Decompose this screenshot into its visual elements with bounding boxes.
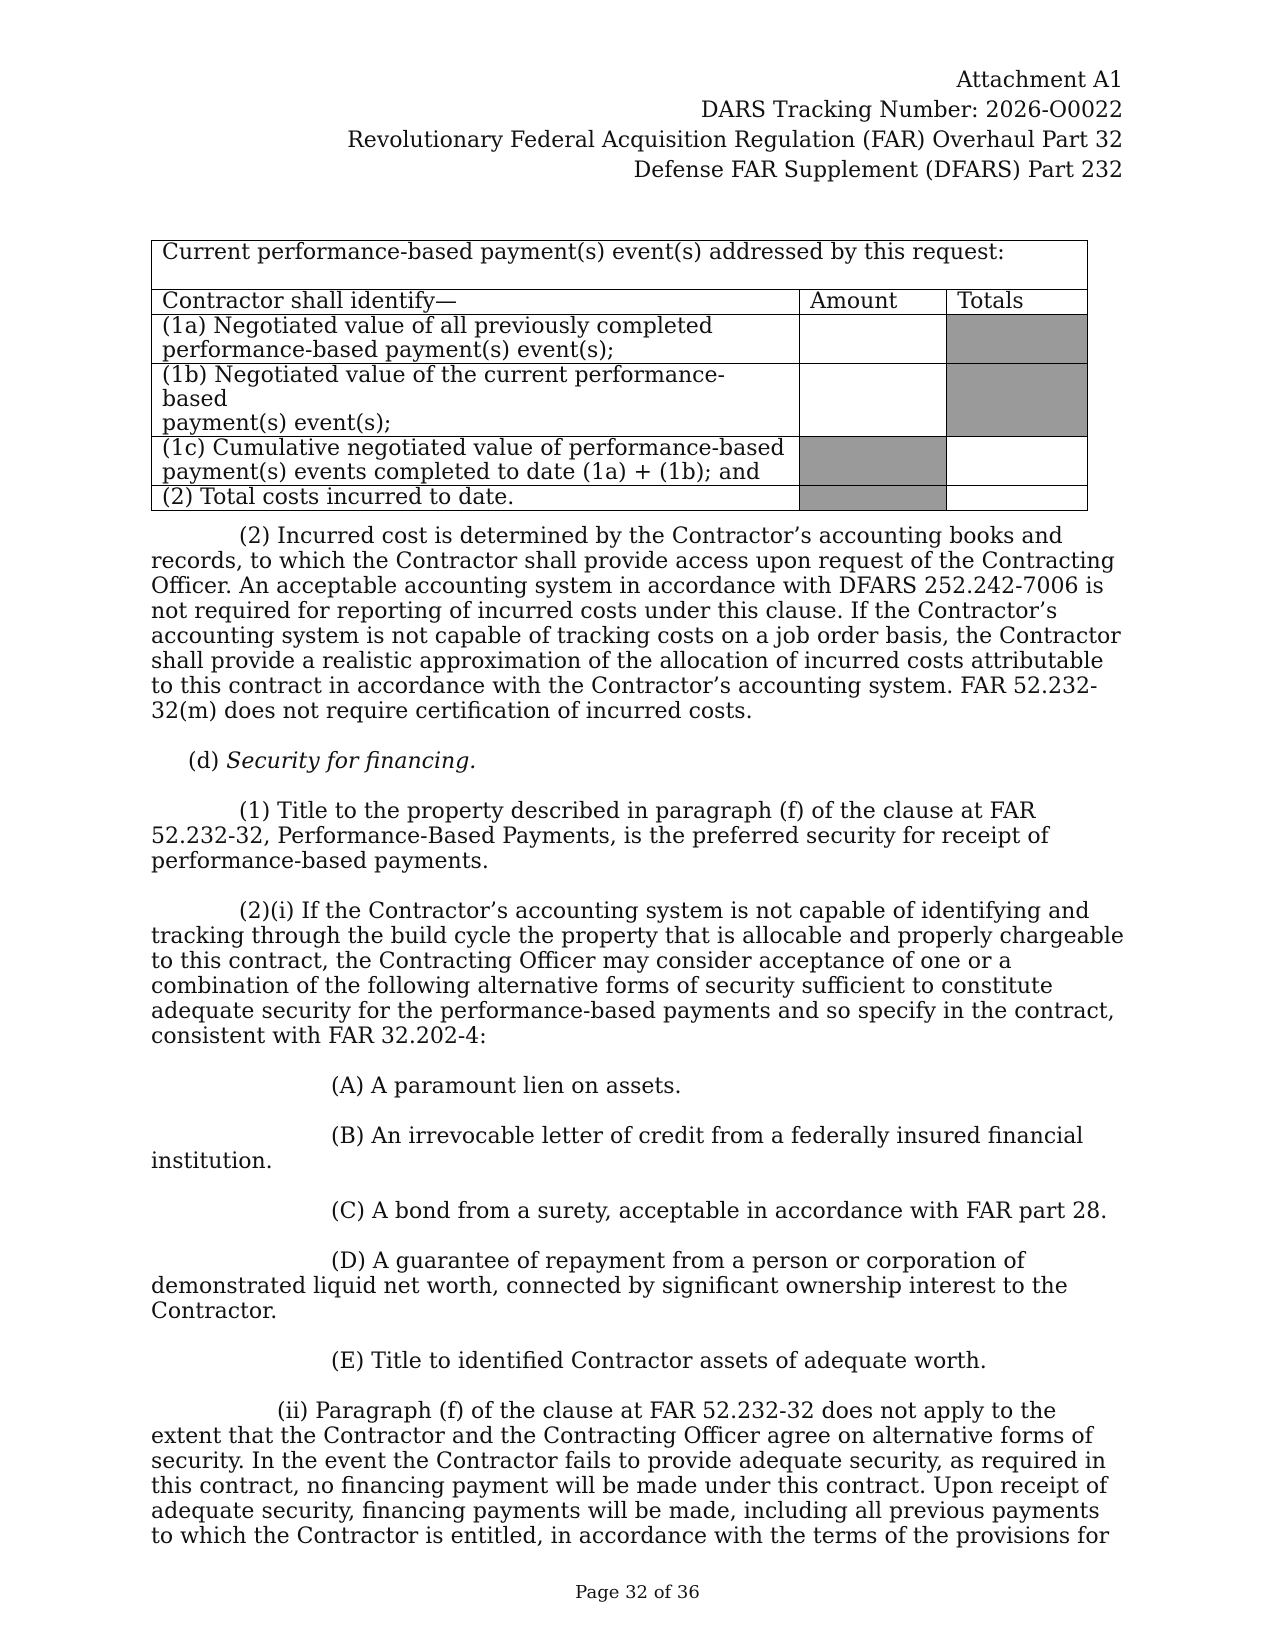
- page-header: [347, 66, 1123, 186]
- table-title-cell: [152, 241, 1088, 290]
- paragraph-ii: (ii) Paragraph (f) of the clause at FAR 52.232-32 does not apply to the extent that the Contractor and the Contracting Officer agree on alternative forms of security. In the event the Contractor fails to provide adequate security, as required in this contract, no financing payment will be made under this contract. Upon receipt of adequate security, financing payments will be made, including all previous payments to which the Contractor is entitled, in accordance with the terms of the provisions for: [151, 1399, 1110, 1549]
- column-header-identify: Contractor shall identify—: [152, 290, 800, 315]
- list-item-a: (A) A paramount lien on assets.: [331, 1074, 682, 1099]
- row-label-2: (2) Total costs incurred to date.: [152, 486, 800, 511]
- amount-cell-1c-shaded: [800, 437, 947, 486]
- header-far-part: Revolutionary Federal Acquisition Regulation (FAR) Overhaul Part 32: [347, 128, 1123, 153]
- list-item-c: (C) A bond from a surety, acceptable in accordance with FAR part 28.: [331, 1199, 1108, 1224]
- table-title: Current performance-based payment(s) event(s) addressed by this request:: [162, 240, 1005, 265]
- amount-cell-1a: [800, 315, 947, 364]
- list-item-b: (B) An irrevocable letter of credit from a federally insured financial institution.: [151, 1124, 1084, 1174]
- table-row: [152, 315, 1088, 364]
- paragraph-d2i: (2)(i) If the Contractor’s accounting system is not capable of identifying and tracking through the build cycle the property that is allocable and properly chargeable to this contract, the Contracting Officer may consider acceptance of one or a combination of the following alternative forms of security sufficient to constitute adequate security for the performance-based payments and so specify in the contract, consistent with FAR 32.202-4:: [151, 899, 1124, 1049]
- section-d-heading: (d) Security for financing.: [188, 749, 477, 774]
- totals-cell-1b-shaded: [947, 364, 1088, 437]
- header-dfars-part: Defense FAR Supplement (DFARS) Part 232: [633, 158, 1123, 183]
- list-item-e: (E) Title to identified Contractor assets of adequate worth.: [331, 1349, 987, 1374]
- section-d-title: Security for financing.: [226, 749, 477, 774]
- column-header-totals: Totals: [947, 290, 1088, 315]
- row-label-1a: (1a) Negotiated value of all previously completed performance-based payment(s) event(s);: [152, 315, 800, 364]
- column-header-amount: Amount: [800, 290, 947, 315]
- totals-cell-1c: [947, 437, 1088, 486]
- performance-payment-table: [151, 240, 1088, 511]
- list-item-d: (D) A guarantee of repayment from a person or corporation of demonstrated liquid net worth, connected by significant ownership interest to the Contractor.: [151, 1249, 1068, 1324]
- amount-cell-1b: [800, 364, 947, 437]
- document-body: [151, 524, 1126, 1574]
- header-attachment: Attachment A1: [956, 68, 1123, 93]
- table-row: [152, 486, 1088, 511]
- paragraph-incurred-cost: (2) Incurred cost is determined by the Contractor’s accounting books and records, to which the Contractor shall provide access upon request of the Contracting Officer. An acceptable accounting system in accordance with DFARS 252.242-7006 is not required for reporting of incurred costs under this clause. If the Contractor’s accounting system is not capable of tracking costs on a job order basis, the Contractor shall provide a realistic approximation of the allocation of incurred costs attributable to this contract in accordance with the Contractor’s accounting system. FAR 52.232-32(m) does not require certification of incurred costs.: [151, 524, 1121, 724]
- totals-cell-2: [947, 486, 1088, 511]
- totals-cell-1a-shaded: [947, 315, 1088, 364]
- page-number: Page 32 of 36: [575, 1582, 700, 1603]
- header-tracking-number: DARS Tracking Number: 2026-O0022: [700, 98, 1123, 123]
- amount-cell-2-shaded: [800, 486, 947, 511]
- row-label-1c: (1c) Cumulative negotiated value of performance-based payment(s) events completed to date (1a) + (1b); and: [152, 437, 800, 486]
- row-label-1b: (1b) Negotiated value of the current performance-based payment(s) event(s);: [152, 364, 800, 437]
- table-row: [152, 364, 1088, 437]
- paragraph-d1: (1) Title to the property described in paragraph (f) of the clause at FAR 52.232-32, Performance-Based Payments, is the preferred security for receipt of performance-based payments.: [151, 799, 1049, 874]
- table-row: [152, 437, 1088, 486]
